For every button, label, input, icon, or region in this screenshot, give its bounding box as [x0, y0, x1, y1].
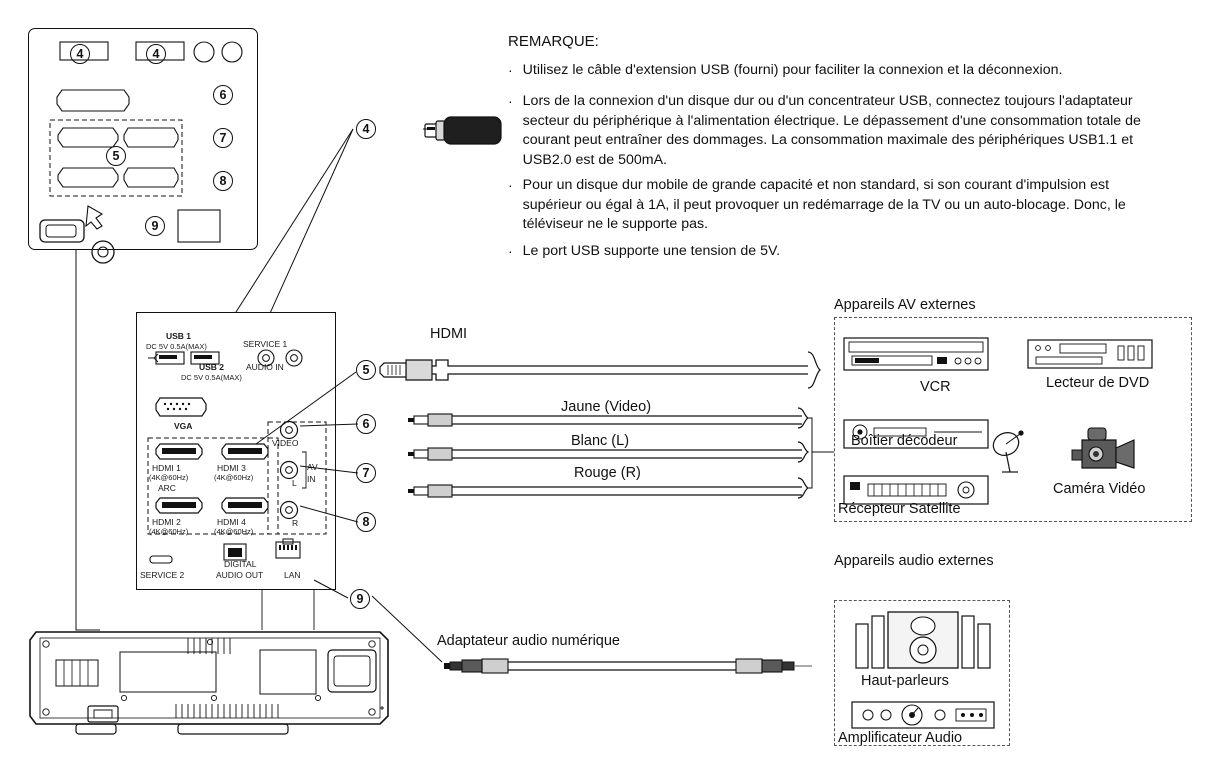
hdmi1-label: HDMI 1	[152, 463, 181, 473]
callout-4-top-right: 4	[146, 44, 166, 64]
callout-4-top-left: 4	[70, 44, 90, 64]
satellite-dish-icon	[990, 428, 1036, 476]
usb-flash-drive-icon	[425, 115, 503, 149]
usb1-spec: DC 5V 0.5A(MAX)	[146, 342, 207, 351]
vcr-icon	[842, 336, 990, 374]
callout-4-cable: 4	[356, 119, 376, 139]
right-jack-label: R	[292, 518, 299, 528]
hdmi4-spec: (4K@60Hz)	[214, 527, 254, 536]
note-item-2	[508, 92, 1172, 170]
audio-in-label: AUDIO IN	[246, 362, 284, 372]
callout-9-cable: 9	[350, 589, 370, 609]
notes-heading: REMARQUE:	[508, 33, 599, 50]
hdmi3-label: HDMI 3	[217, 463, 246, 473]
note-bullet: ·	[508, 93, 513, 109]
device-label-satellite: Récepteur Satellite	[838, 501, 961, 517]
callout-5-top: 5	[106, 146, 126, 166]
callout-678-leaders	[294, 420, 364, 530]
callout-8-top: 8	[213, 171, 233, 191]
callout-7-cable: 7	[356, 463, 376, 483]
device-label-amplifier: Amplificateur Audio	[838, 730, 963, 746]
audio-group-title: Appareils audio externes	[834, 553, 994, 569]
rca-cable-yellow	[406, 408, 816, 432]
digital-audio-adapter-label: Adaptateur audio numérique	[437, 633, 620, 649]
audio-out-label: AUDIO OUT	[216, 570, 264, 580]
panel-to-projector-leader	[60, 250, 120, 640]
lan-label: LAN	[284, 570, 301, 580]
amplifier-icon	[850, 700, 996, 730]
hdmi1-arc-label: ARC	[158, 483, 176, 493]
note-text: Pour un disque dur mobile de grande capacité et non standard, si son courant d'impulsion est supérieur ou égal à 1A, il peut provoquer un redémarrage de la TV ou un auto-blocage. Donc, le téléviseur ne le supporte pas.	[522, 177, 1126, 233]
note-bullet: ·	[508, 62, 513, 78]
av-group-title: Appareils AV externes	[834, 297, 976, 313]
callout-9-top: 9	[145, 216, 165, 236]
service2-label: SERVICE 2	[140, 570, 185, 580]
note-text: Le port USB supporte une tension de 5V.	[522, 243, 781, 259]
optical-audio-cable	[436, 650, 816, 684]
hdmi2-spec: (4K@60Hz)	[149, 527, 189, 536]
callout-5-cable: 5	[356, 360, 376, 380]
usb2-label: USB 2	[199, 362, 225, 372]
note-bullet: ·	[508, 177, 513, 193]
hdmi1-spec: (4K@60Hz)	[149, 473, 189, 482]
callout-6-cable: 6	[356, 414, 376, 434]
usb1-label: USB 1	[166, 331, 192, 341]
hdmi2-label: HDMI 2	[152, 517, 181, 527]
red-right-label: Rouge (R)	[574, 465, 641, 481]
rca-cable-red	[406, 479, 816, 503]
av-cable-braces	[790, 404, 840, 524]
yellow-video-label: Jaune (Video)	[561, 399, 652, 415]
av-label: AV	[307, 462, 318, 472]
callout-7-top: 7	[213, 128, 233, 148]
hdmi3-spec: (4K@60Hz)	[214, 473, 254, 482]
left-jack-label: L	[292, 478, 297, 488]
rca-cable-white	[406, 442, 816, 466]
service1-label: SERVICE 1	[243, 339, 288, 349]
vga-label: VGA	[174, 421, 193, 431]
usb2-spec: DC 5V 0.5A(MAX)	[181, 373, 242, 382]
note-text: Lors de la connexion d'un disque dur ou d'un concentrateur USB, connectez toujours l'adaptateur secteur du périphérique à l'alimentation électrique. Le dépassement d'une consommation totale de courant peut entraîner des dommages. La consommation maximale des périphériques USB1.1 et USB2.0 est de 500mA.	[522, 93, 1141, 168]
note-item-3	[508, 176, 1172, 235]
video-camera-icon	[1072, 424, 1142, 478]
hdmi4-label: HDMI 4	[217, 517, 246, 527]
device-label-camera: Caméra Vidéo	[1053, 481, 1146, 497]
video-jack-label: VIDEO	[272, 438, 299, 448]
note-item-1	[508, 61, 1158, 81]
device-label-vcr: VCR	[920, 379, 951, 395]
callout-6-top: 6	[213, 85, 233, 105]
note-text: Utilisez le câble d'extension USB (fourni) pour faciliter la connexion et la déconnexion.	[522, 62, 1063, 78]
white-left-label: Blanc (L)	[571, 433, 630, 449]
speakers-icon	[850, 610, 996, 672]
in-label: IN	[307, 474, 316, 484]
hdmi-cable	[378, 352, 818, 390]
callout-8-cable: 8	[356, 512, 376, 532]
device-label-settopbox: Boîtier décodeur	[851, 433, 958, 449]
device-label-speakers: Haut-parleurs	[861, 673, 949, 689]
digital-label: DIGITAL	[224, 559, 257, 569]
note-bullet: ·	[508, 243, 513, 259]
note-item-4	[508, 242, 1158, 262]
dvd-player-icon	[1026, 338, 1154, 372]
device-label-dvd: Lecteur de DVD	[1046, 375, 1150, 391]
hdmi-cable-label: HDMI	[430, 326, 468, 342]
